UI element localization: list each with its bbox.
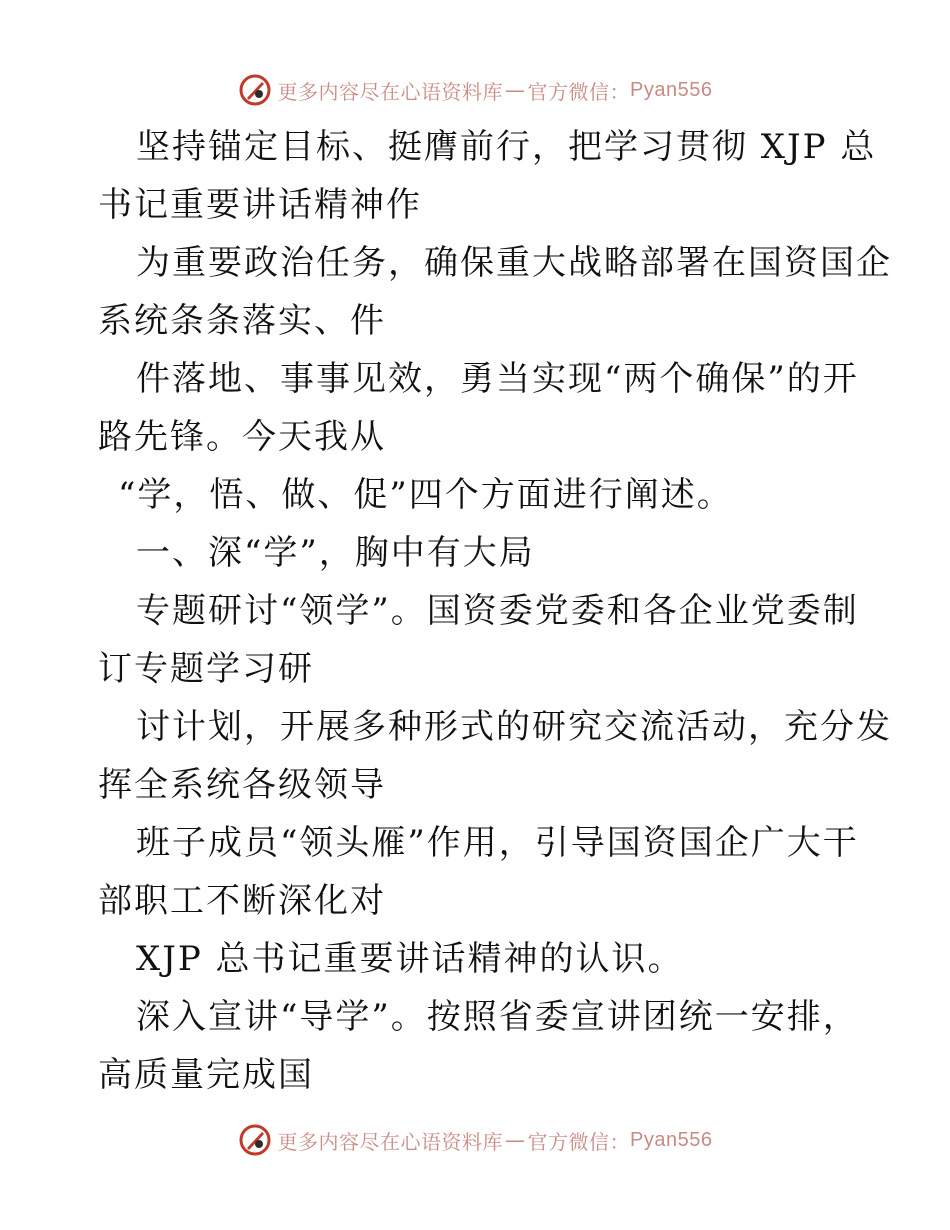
body-line: 书记重要讲话精神作 bbox=[98, 185, 422, 225]
body-line: 订专题学习研 bbox=[98, 649, 314, 689]
watermark-brand: 更多内容尽在心语资料库 bbox=[277, 1129, 504, 1154]
body-line: 系统条条落实、件 bbox=[98, 301, 386, 341]
quill-logo-icon bbox=[238, 1123, 272, 1157]
quill-logo-icon bbox=[238, 73, 272, 107]
body-line: XJP 总书记重要讲话精神的认识。 bbox=[136, 939, 684, 979]
body-line: 讨计划，开展多种形式的研究交流活动，充分发 bbox=[136, 707, 892, 747]
body-line: “学，悟、做、促”四个方面进行阐述。 bbox=[118, 475, 733, 515]
body-line: 高质量完成国 bbox=[98, 1055, 314, 1095]
watermark-id: Pyan556 bbox=[630, 78, 713, 101]
watermark-id: Pyan556 bbox=[630, 1128, 713, 1151]
body-line: 为重要政治任务，确保重大战略部署在国资国企 bbox=[136, 243, 892, 283]
body-line: 坚持锚定目标、挺膺前行，把学习贯彻 XJP 总 bbox=[136, 127, 877, 167]
watermark-separator: — bbox=[505, 78, 526, 102]
body-line: 班子成员“领头雁”作用，引导国资国企广大干 bbox=[136, 823, 859, 863]
body-line: 件落地、事事见效，勇当实现“两个确保”的开 bbox=[136, 359, 859, 399]
watermark-label: 官方微信： bbox=[527, 79, 631, 104]
header-watermark bbox=[0, 70, 950, 110]
body-line: 路先锋。今天我从 bbox=[98, 417, 386, 457]
footer-watermark bbox=[0, 1120, 950, 1160]
document-body bbox=[98, 118, 892, 1104]
watermark-separator: — bbox=[505, 1128, 526, 1152]
body-line: 深入宣讲“导学”。按照省委宣讲团统一安排， bbox=[136, 997, 859, 1037]
watermark-label: 官方微信： bbox=[527, 1129, 631, 1154]
body-line: 挥全系统各级领导 bbox=[98, 765, 386, 805]
watermark-brand: 更多内容尽在心语资料库 bbox=[277, 79, 504, 104]
body-line: 专题研讨“领学”。国资委党委和各企业党委制 bbox=[136, 591, 859, 631]
body-line: 部职工不断深化对 bbox=[98, 881, 386, 921]
section-heading: 一、深“学”，胸中有大局 bbox=[136, 533, 535, 573]
